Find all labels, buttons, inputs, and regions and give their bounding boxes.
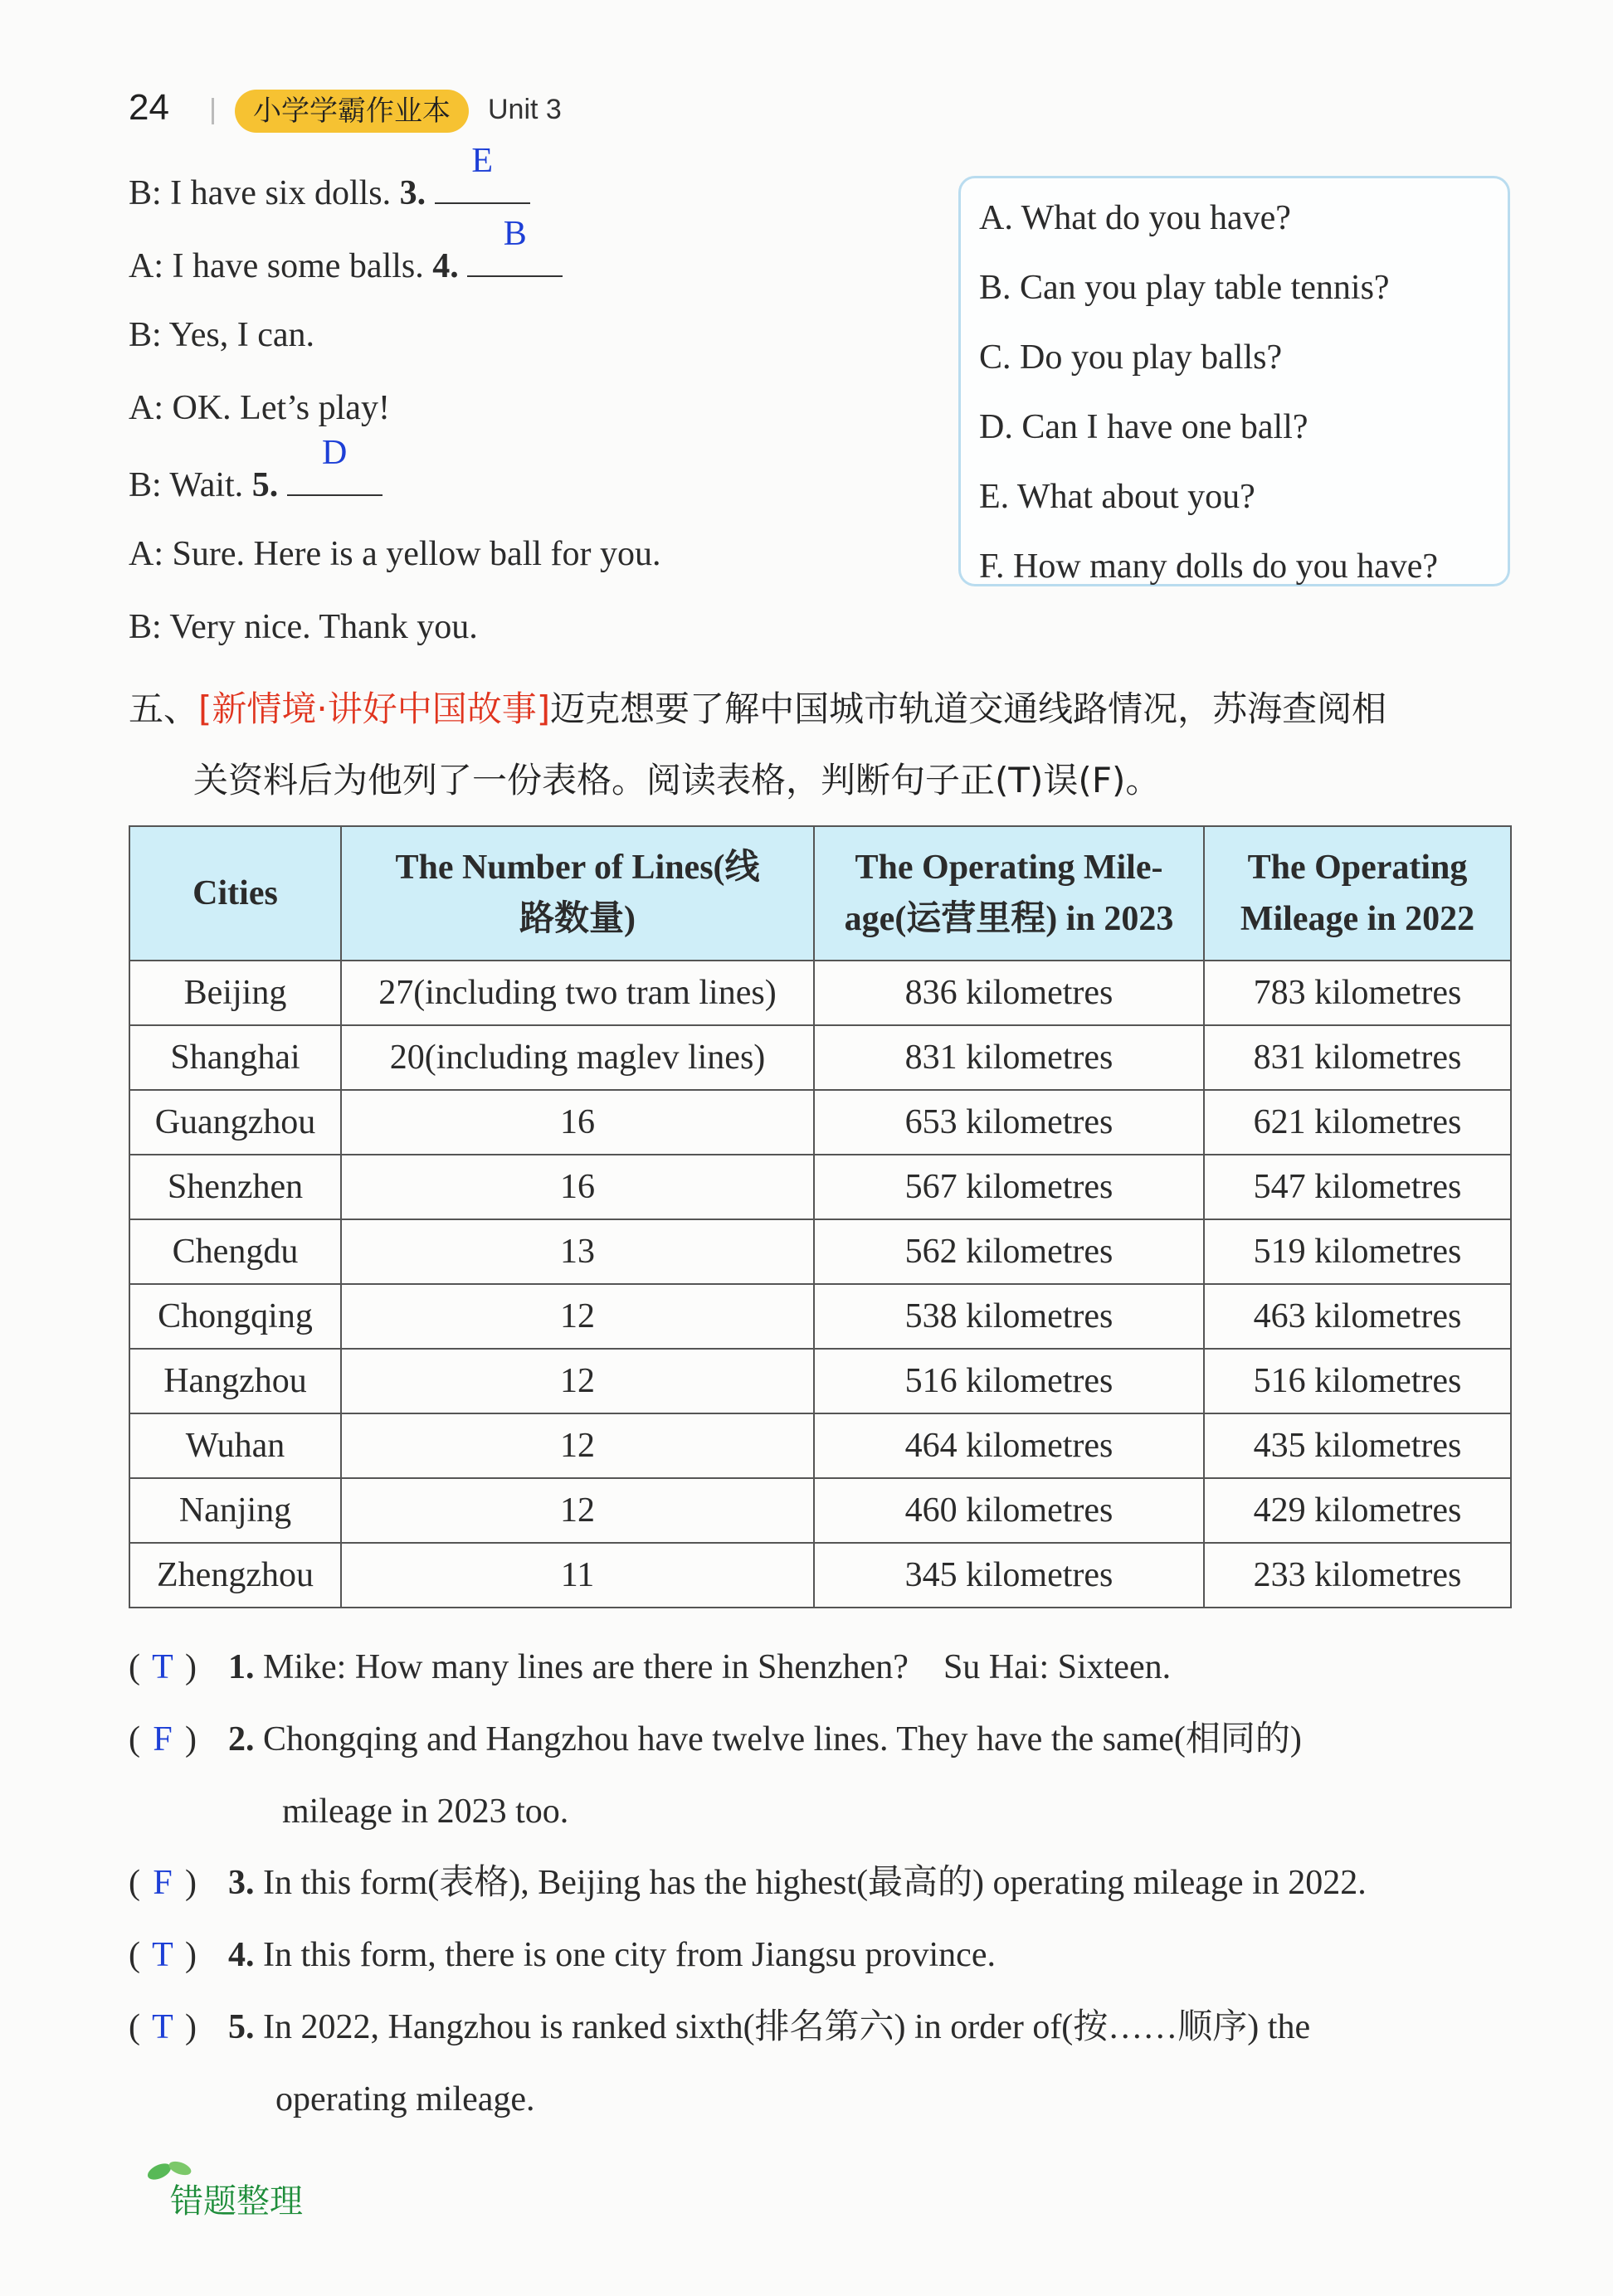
lines-cell: 16 xyxy=(341,1090,814,1155)
dialogue-line-3: B: Yes, I can. xyxy=(129,316,315,354)
mileage-2023-cell: 516 kilometres xyxy=(814,1349,1204,1413)
mileage-2023-cell: 653 kilometres xyxy=(814,1090,1204,1155)
option-b: B. Can you play table tennis? xyxy=(979,269,1390,307)
answer-blank-4[interactable] xyxy=(467,215,563,277)
brand-badge: 小学学霸作业本 xyxy=(235,90,469,133)
option-f: F. How many dolls do you have? xyxy=(979,547,1439,586)
city-cell: Zhengzhou xyxy=(129,1543,341,1608)
statement-text: Mike: How many lines are there in Shenzhen? xyxy=(263,1648,909,1686)
mileage-2022-cell: 429 kilometres xyxy=(1204,1478,1511,1543)
answer-blank-5[interactable] xyxy=(287,434,383,496)
lines-cell: 27(including two tram lines) xyxy=(341,961,814,1025)
mileage-2022-cell: 516 kilometres xyxy=(1204,1349,1511,1413)
header-divider xyxy=(212,98,214,124)
table-row xyxy=(129,1219,1511,1284)
mileage-2023-cell: 562 kilometres xyxy=(814,1219,1204,1284)
section-title xyxy=(129,674,1539,816)
lines-cell: 12 xyxy=(341,1478,814,1543)
lines-cell: 11 xyxy=(341,1543,814,1608)
header-text: 路数量) xyxy=(519,900,636,938)
question-number: 4. xyxy=(432,247,459,285)
header-text: The Operating xyxy=(1247,849,1468,887)
dialogue-text: B: I have six dolls. xyxy=(129,174,392,212)
table-row xyxy=(129,1478,1511,1543)
mileage-table xyxy=(129,825,1512,1608)
handwritten-answer: F xyxy=(153,1720,173,1758)
header-text: The Number of Lines(线 xyxy=(395,849,760,887)
statement-1 xyxy=(129,1642,1171,1692)
mileage-2022-cell: 783 kilometres xyxy=(1204,961,1511,1025)
unit-label: Unit 3 xyxy=(488,94,562,125)
lines-cell: 16 xyxy=(341,1155,814,1219)
lines-cell: 12 xyxy=(341,1284,814,1349)
answer-paren[interactable]: ( F ) xyxy=(129,1858,228,1908)
statement-number: 1. xyxy=(228,1648,255,1686)
mileage-2022-cell: 519 kilometres xyxy=(1204,1219,1511,1284)
mileage-2022-cell: 435 kilometres xyxy=(1204,1413,1511,1478)
option-d: D. Can I have one ball? xyxy=(979,408,1308,446)
lines-cell: 12 xyxy=(341,1349,814,1413)
answer-blank-3[interactable] xyxy=(435,142,530,204)
table-header-row xyxy=(129,826,1511,961)
handwritten-answer: T xyxy=(152,1648,173,1686)
table-row xyxy=(129,961,1511,1025)
options-box xyxy=(958,176,1510,586)
mileage-2023-cell: 538 kilometres xyxy=(814,1284,1204,1349)
option-a: A. What do you have? xyxy=(979,199,1291,237)
statement-5-continued: operating mileage. xyxy=(275,2080,535,2118)
handwritten-answer: E xyxy=(471,142,493,180)
header-mileage-2022 xyxy=(1204,826,1511,961)
table-row xyxy=(129,1349,1511,1413)
dialogue-line-6: A: Sure. Here is a yellow ball for you. xyxy=(129,535,661,573)
handwritten-answer: B xyxy=(503,215,527,253)
statement-text: In this form(表格), Beijing has the highest(最高的) operating mileage in 2022. xyxy=(263,1864,1367,1902)
header-cities: Cities xyxy=(129,826,341,961)
statement-text: In this form, there is one city from Jiangsu province. xyxy=(263,1936,996,1974)
lines-cell: 12 xyxy=(341,1413,814,1478)
table-row xyxy=(129,1025,1511,1090)
statement-5 xyxy=(129,2002,1310,2052)
question-number: 5. xyxy=(251,466,279,504)
statement-4 xyxy=(129,1930,996,1980)
dialogue-line-4: A: OK. Let’s play! xyxy=(129,389,390,427)
lines-cell: 20(including maglev lines) xyxy=(341,1025,814,1090)
mileage-2023-cell: 567 kilometres xyxy=(814,1155,1204,1219)
city-cell: Shanghai xyxy=(129,1025,341,1090)
mileage-2023-cell: 831 kilometres xyxy=(814,1025,1204,1090)
statement-2 xyxy=(129,1715,1302,1764)
city-cell: Hangzhou xyxy=(129,1349,341,1413)
mileage-2022-cell: 621 kilometres xyxy=(1204,1090,1511,1155)
footer-label: 错题整理 xyxy=(170,2182,303,2221)
section-number: 五、 xyxy=(129,688,199,729)
answer-paren[interactable]: ( T ) xyxy=(129,1930,228,1980)
table-row xyxy=(129,1090,1511,1155)
city-cell: Guangzhou xyxy=(129,1090,341,1155)
mileage-2023-cell: 464 kilometres xyxy=(814,1413,1204,1478)
dialogue-line-2 xyxy=(129,215,563,289)
city-cell: Beijing xyxy=(129,961,341,1025)
statement-text: Su Hai: Sixteen. xyxy=(943,1648,1172,1686)
handwritten-answer: D xyxy=(322,434,348,472)
dialogue-text: B: Wait. xyxy=(129,466,244,504)
mileage-2023-cell: 345 kilometres xyxy=(814,1543,1204,1608)
header-text: Mileage in 2022 xyxy=(1240,900,1475,938)
statement-number: 3. xyxy=(228,1864,255,1902)
statement-3 xyxy=(129,1858,1367,1908)
city-cell: Wuhan xyxy=(129,1413,341,1478)
handwritten-answer: T xyxy=(152,1936,173,1974)
section-tag: [新情境·讲好中国故事] xyxy=(198,688,551,729)
option-c: C. Do you play balls? xyxy=(979,338,1283,377)
city-cell: Chengdu xyxy=(129,1219,341,1284)
city-cell: Shenzhen xyxy=(129,1155,341,1219)
statement-number: 4. xyxy=(228,1936,255,1974)
section-instruction-1: 迈克想要了解中国城市轨道交通线路情况，苏海查阅相 xyxy=(550,688,1387,729)
answer-paren[interactable]: ( T ) xyxy=(129,2002,228,2052)
statement-number: 5. xyxy=(228,2008,255,2046)
answer-paren[interactable]: ( T ) xyxy=(129,1642,228,1692)
section-instruction-2: 关资料后为他列了一份表格。阅读表格，判断句子正(T)误(F)。 xyxy=(193,760,1161,800)
mileage-2022-cell: 233 kilometres xyxy=(1204,1543,1511,1608)
mileage-2022-cell: 831 kilometres xyxy=(1204,1025,1511,1090)
page-number: 24 xyxy=(129,87,169,128)
header-lines xyxy=(341,826,814,961)
statement-text: Chongqing and Hangzhou have twelve lines. They have the same(相同的) xyxy=(263,1720,1302,1758)
header-text: The Operating Mile- xyxy=(855,849,1163,887)
table-row xyxy=(129,1413,1511,1478)
mileage-2023-cell: 836 kilometres xyxy=(814,961,1204,1025)
table-row xyxy=(129,1543,1511,1608)
mileage-2022-cell: 463 kilometres xyxy=(1204,1284,1511,1349)
mileage-2023-cell: 460 kilometres xyxy=(814,1478,1204,1543)
table-row xyxy=(129,1284,1511,1349)
city-cell: Chongqing xyxy=(129,1284,341,1349)
statement-text: In 2022, Hangzhou is ranked sixth(排名第六) in order of(按……顺序) the xyxy=(263,2008,1311,2046)
header-text: age(运营里程) in 2023 xyxy=(844,900,1174,938)
statement-2-continued: mileage in 2023 too. xyxy=(282,1793,569,1831)
answer-paren[interactable]: ( F ) xyxy=(129,1715,228,1764)
header-mileage-2023 xyxy=(814,826,1204,961)
dialogue-line-5 xyxy=(129,434,383,508)
statement-number: 2. xyxy=(228,1720,255,1758)
table-row xyxy=(129,1155,1511,1219)
city-cell: Nanjing xyxy=(129,1478,341,1543)
handwritten-answer: F xyxy=(153,1864,173,1902)
lines-cell: 13 xyxy=(341,1219,814,1284)
dialogue-line-7: B: Very nice. Thank you. xyxy=(129,608,478,646)
option-e: E. What about you? xyxy=(979,478,1255,516)
mileage-2022-cell: 547 kilometres xyxy=(1204,1155,1511,1219)
dialogue-text: A: I have some balls. xyxy=(129,247,424,285)
question-number: 3. xyxy=(399,174,426,212)
dialogue-line-1 xyxy=(129,142,530,216)
handwritten-answer: T xyxy=(152,2008,173,2046)
